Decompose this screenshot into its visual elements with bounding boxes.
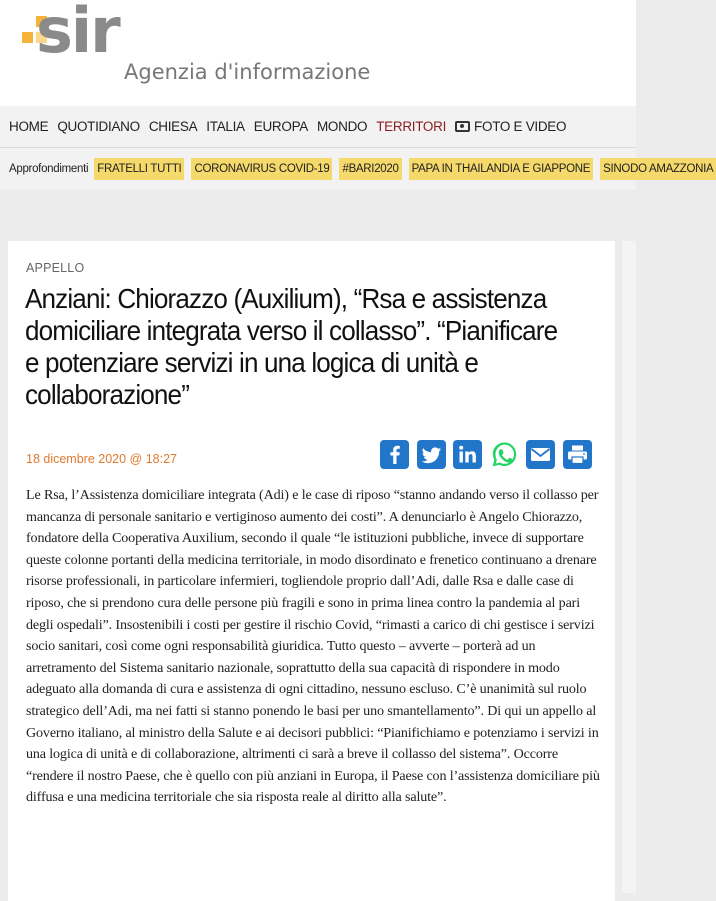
- linkedin-icon: [453, 440, 482, 469]
- linkedin-share-button[interactable]: [453, 440, 482, 469]
- nav-item-quotidiano[interactable]: QUOTIDIANO: [57, 119, 140, 134]
- topic-tag-bari2020[interactable]: #BARI2020: [339, 158, 401, 180]
- twitter-share-button[interactable]: [417, 440, 446, 469]
- site-header: [0, 0, 636, 106]
- article-body: Le Rsa, l’Assistenza domiciliare integrata (Adi) e le case di riposo “stanno andando verso il collasso per mancanza di personale sanitario e vertiginoso aumento dei costi”. A denunciarlo è Angelo Chiorazzo, fondatore della Cooperativa Auxilium, secondo il quale “le istituzioni pubbliche, invece di supportare queste colonne portanti della medicina territoriale, in modo disordinato e frenetico continuano a drenare risorse professionali, in particolare infermieri, togliendole proprio dall’Adi, dalle Rsa e dalle case di riposo, che si prendono cura delle persone più fragili e sono in prima linea contro la pandemia al pari degli ospedali”. Insostenibili i costi per gestire il rischio Covid, “rimasti a carico di chi gestisce i servizi socio sanitari, così come ogni responsabilità giuridica. Tutto questo – avverte – porterà ad un arretramento del Sistema sanitario nazionale, soprattutto della sua capacità di rispondere in modo adeguato alla domanda di cura e assistenza di ogni cittadino, nessuno escluso. C’è unanimità sul ruolo strategico dell’Adi, ma nei fatti si stanno ponendo le basi per uno smantellamento”. Di qui un appello al Governo italiano, al ministro della Salute e ai decisori pubblici: “Pianifichiamo e potenziamo i servizi in una logica di unità e di collaborazione, altrimenti ci sarà a breve il collasso del sistema”. Occorre “rendere il nostro Paese, che è quello con più anziani in Europa, il Paese con l’assistenza domiciliare più diffusa e una medicina territoriale che sia risposta reale al diritto alla salute”.: [26, 487, 600, 806]
- page-scrollbar[interactable]: [622, 241, 636, 893]
- nav-item-italia[interactable]: ITALIA: [206, 119, 245, 134]
- site-logo[interactable]: [10, 0, 130, 86]
- email-share-button[interactable]: [526, 440, 555, 469]
- nav-item-chiesa[interactable]: CHIESA: [148, 119, 198, 134]
- share-buttons: [380, 440, 592, 469]
- whatsapp-share-button[interactable]: [490, 440, 519, 469]
- nav-item-territori[interactable]: TERRITORI: [376, 119, 447, 134]
- main-nav: [0, 106, 636, 148]
- nav-item-mondo[interactable]: MONDO: [316, 119, 368, 134]
- nav-item-foto-video-label: FOTO E VIDEO: [474, 119, 567, 134]
- article-card: [8, 241, 615, 901]
- printer-icon: [563, 440, 592, 469]
- nav-item-europa[interactable]: EUROPA: [253, 119, 308, 134]
- envelope-icon: [526, 440, 555, 469]
- nav-item-foto-video[interactable]: [455, 119, 566, 134]
- whatsapp-icon: [490, 440, 519, 469]
- article-date: 18 dicembre 2020 @ 18:27: [26, 452, 177, 466]
- facebook-share-button[interactable]: [380, 440, 409, 469]
- topic-tag-sinodo-amazzonia[interactable]: SINODO AMAZZONIA: [600, 158, 716, 180]
- logo-dot: [22, 32, 33, 43]
- site-tagline: Agenzia d'informazione: [124, 60, 371, 84]
- logo-word: sir: [36, 0, 119, 67]
- article-kicker[interactable]: APPELLO: [26, 261, 85, 275]
- topic-tag-fratelli-tutti[interactable]: FRATELLI TUTTI: [94, 158, 184, 180]
- topic-tag-coronavirus[interactable]: CORONAVIRUS COVID-19: [191, 158, 332, 180]
- nav-item-home[interactable]: HOME: [9, 119, 49, 134]
- topic-bar: [0, 148, 714, 190]
- twitter-icon: [417, 440, 446, 469]
- topic-tag-papa-thailandia[interactable]: PAPA IN THAILANDIA E GIAPPONE: [409, 158, 594, 180]
- print-button[interactable]: [563, 440, 592, 469]
- facebook-icon: [380, 440, 409, 469]
- topic-bar-label: Approfondimenti: [9, 163, 89, 175]
- camera-icon: [455, 121, 470, 132]
- article-title: Anziani: Chiorazzo (Auxilium), “Rsa e assistenza domiciliare integrata verso il collasso”. “Pianificare e potenziare servizi in una logica di unità e collaborazione”: [25, 283, 558, 410]
